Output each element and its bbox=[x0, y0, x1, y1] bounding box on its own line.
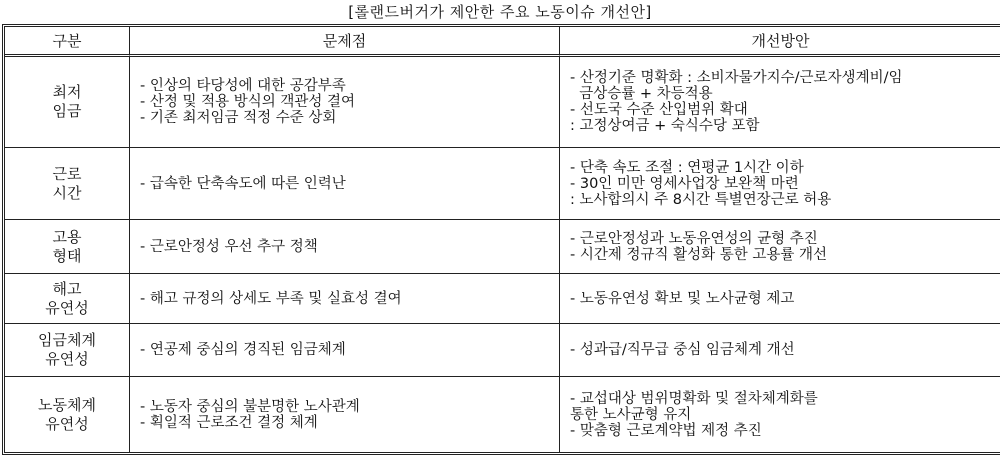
problem-cell bbox=[130, 220, 560, 274]
table-row bbox=[5, 57, 1000, 148]
category-line: 임금 bbox=[52, 102, 82, 120]
table-row bbox=[5, 220, 1000, 274]
improvement-item: - 교섭대상 범위명확화 및 절차체계화를 bbox=[570, 390, 818, 407]
problem-cell bbox=[130, 274, 560, 324]
table-title: [롤랜드버거가 제안한 주요 노동이슈 개선안] bbox=[348, 3, 652, 21]
category-line: 유연성 bbox=[45, 350, 89, 368]
improvement-cell bbox=[560, 274, 1000, 324]
category-line: 고용 bbox=[52, 227, 82, 246]
problem-item: - 연공제 중심의 경직된 임금체계 bbox=[140, 342, 346, 358]
table-row bbox=[5, 324, 1000, 377]
category-cell bbox=[5, 57, 130, 148]
problem-cell bbox=[130, 324, 560, 377]
improvement-item: : 고정상여금 + 숙식수당 포함 bbox=[570, 118, 760, 134]
improvement-cell bbox=[560, 148, 1000, 220]
problem-item: - 기존 최저임금 적정 수준 상회 bbox=[140, 110, 337, 126]
table-row bbox=[5, 377, 1000, 452]
category-line: 유연성 bbox=[45, 298, 89, 317]
improvement-item: - 시간제 정규직 활성화 통한 고용률 개선 bbox=[570, 246, 827, 263]
problem-item: - 산정 및 적용 방식의 객관성 결여 bbox=[140, 94, 355, 110]
problem-cell bbox=[130, 377, 560, 452]
improvement-item: - 산정기준 명확화 : 소비자물가지수/근로자생계비/임 bbox=[570, 70, 903, 86]
problem-cell bbox=[130, 57, 560, 148]
category-line: 최저 bbox=[52, 83, 82, 101]
problem-cell bbox=[130, 148, 560, 220]
improvement-item: - 근로안정성과 노동유연성의 균형 추진 bbox=[570, 230, 818, 247]
problem-item: - 해고 규정의 상세도 부족 및 실효성 결여 bbox=[140, 290, 402, 307]
problem-item: - 획일적 근로조건 결정 체계 bbox=[140, 414, 318, 431]
category-line: 노동체계 bbox=[38, 395, 96, 414]
table-row bbox=[5, 148, 1000, 220]
header-category: 구분 bbox=[5, 27, 130, 57]
category-line: 근로 bbox=[52, 164, 82, 183]
category-line: 유연성 bbox=[45, 414, 89, 433]
problem-item: - 인상의 타당성에 대한 공감부족 bbox=[140, 78, 346, 94]
category-line: 해고 bbox=[52, 279, 82, 298]
category-cell bbox=[5, 274, 130, 324]
labor-issues-table bbox=[2, 24, 1000, 455]
category-line: 형태 bbox=[52, 246, 82, 265]
improvement-cell bbox=[560, 57, 1000, 148]
category-line: 임금체계 bbox=[38, 331, 96, 349]
improvement-item: - 맞춤형 근로계약법 제정 추진 bbox=[570, 422, 762, 439]
improvement-item: - 단축 속도 조절 : 연평균 1시간 이하 bbox=[570, 159, 804, 176]
improvement-item: - 30인 미만 영세사업장 보완책 마련 bbox=[570, 175, 799, 192]
improvement-item: - 선도국 수준 산입범위 확대 bbox=[570, 102, 748, 118]
improvement-cell bbox=[560, 324, 1000, 377]
problem-item: - 근로안정성 우선 추구 정책 bbox=[140, 238, 318, 255]
improvement-item: 금상승률 + 차등적용 bbox=[570, 86, 713, 102]
category-cell bbox=[5, 324, 130, 377]
category-cell bbox=[5, 148, 130, 220]
header-problem: 문제점 bbox=[130, 27, 560, 57]
problem-item: - 급속한 단축속도에 따른 인력난 bbox=[140, 175, 346, 192]
table-row bbox=[5, 274, 1000, 324]
category-cell bbox=[5, 220, 130, 274]
improvement-item: : 노사합의시 주 8시간 특별연장근로 허용 bbox=[570, 191, 832, 208]
category-line: 시간 bbox=[52, 183, 82, 202]
header-improvement: 개선방안 bbox=[560, 27, 1000, 57]
problem-item: - 노동자 중심의 불분명한 노사관계 bbox=[140, 398, 360, 415]
improvement-cell bbox=[560, 377, 1000, 452]
improvement-item: - 노동유연성 확보 및 노사균형 제고 bbox=[570, 290, 795, 307]
header-row bbox=[5, 27, 1000, 57]
improvement-cell bbox=[560, 220, 1000, 274]
improvement-item: - 성과급/직무급 중심 임금체계 개선 bbox=[570, 342, 795, 358]
category-cell bbox=[5, 377, 130, 452]
improvement-item: 통한 노사균형 유지 bbox=[570, 406, 692, 423]
